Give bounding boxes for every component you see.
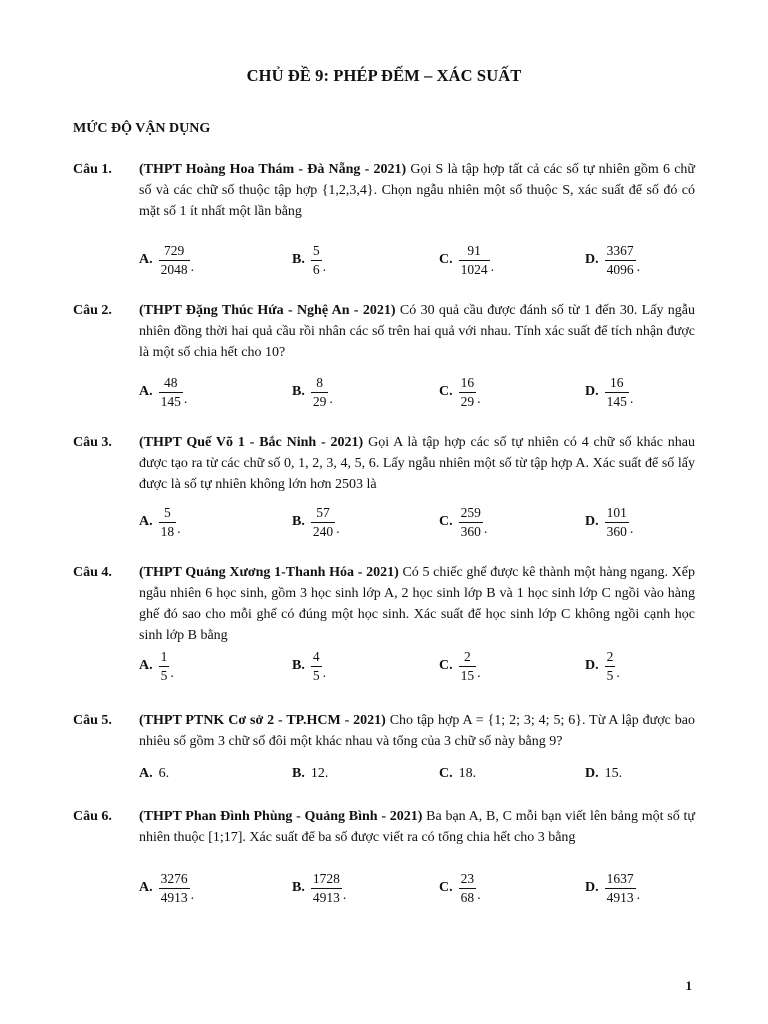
answer-options-2 (139, 370, 679, 414)
fraction-denominator: 1024 (460, 261, 488, 277)
option-c[interactable]: C. $\frac{16}{29}$ . (439, 374, 481, 409)
option-a[interactable]: A. $\frac{1}{5}$ . (139, 648, 174, 683)
fraction-denominator: 145 (606, 393, 627, 409)
question-number: Câu 5. (73, 713, 112, 728)
question-4 (73, 562, 695, 646)
option-b[interactable]: B. $\frac{57}{240}$ . (292, 504, 340, 539)
answer-options-6 (139, 866, 679, 910)
fraction-numerator: 3276 (160, 870, 188, 886)
option-a[interactable]: A. $\frac{5}{18}$ . (139, 504, 181, 539)
question-1 (73, 159, 695, 222)
option-label: C. (439, 658, 453, 673)
option-label: A. (139, 252, 153, 267)
fraction-numerator: 16 (610, 374, 624, 390)
option-a[interactable] (139, 762, 169, 786)
option-label: C. (439, 252, 453, 267)
fraction (159, 243, 190, 278)
fraction (159, 649, 170, 684)
fraction-numerator: 16 (460, 374, 475, 390)
fraction (311, 243, 322, 278)
fraction (159, 505, 177, 540)
fraction-denominator: 360 (460, 523, 481, 539)
option-d[interactable]: D. $\frac{2}{5}$ . (585, 648, 620, 683)
answer-options-5 (139, 762, 679, 786)
fraction (459, 375, 477, 410)
fraction-denominator: 145 (160, 393, 181, 409)
option-b[interactable]: B. $\frac{4}{5}$ . (292, 648, 327, 683)
question-source: (THPT Quảng Xương 1-Thanh Hóa - 2021) (139, 565, 399, 580)
question-number: Câu 1. (73, 162, 112, 177)
option-d[interactable] (585, 762, 622, 786)
option-c[interactable]: C. $\frac{91}{1024}$ . (439, 242, 495, 277)
option-label: D. (585, 658, 599, 673)
fraction-numerator: 101 (606, 504, 627, 520)
option-label: A. (139, 766, 153, 781)
option-value: 6. (158, 766, 170, 781)
fraction (159, 871, 190, 906)
question-text (139, 432, 695, 495)
fraction (311, 375, 329, 410)
option-d[interactable]: D. $\frac{101}{360}$ . (585, 504, 634, 539)
option-label: C. (439, 514, 453, 529)
option-label: A. (139, 658, 153, 673)
fraction (605, 649, 616, 684)
question-body: Có 30 quả cầu được đánh số từ 1 đến 30. Lấy ngẫu nhiên đồng thời hai quả cầu rồi nhân các số trên hai quả với nhau. Tính xác suất để tích nhận được là một số chia hết cho 10? (139, 303, 695, 360)
fraction-denominator: 5 (312, 667, 320, 683)
option-label: D. (585, 766, 599, 781)
fraction-numerator: 729 (164, 242, 185, 258)
option-c[interactable]: C. $\frac{23}{68}$ . (439, 870, 481, 905)
option-label: D. (585, 880, 599, 895)
option-label: C. (439, 766, 453, 781)
option-b[interactable]: B. $\frac{1728}{4913}$ . (292, 870, 347, 905)
fraction (459, 243, 490, 278)
fraction-denominator: 6 (312, 261, 320, 277)
fraction-denominator: 15 (460, 667, 475, 683)
fraction-numerator: 91 (467, 242, 481, 258)
fraction-denominator: 4096 (606, 261, 634, 277)
option-a[interactable]: A. $\frac{3276}{4913}$ . (139, 870, 195, 905)
fraction-numerator: 8 (316, 374, 323, 390)
fraction-denominator: 4913 (312, 889, 340, 905)
question-3 (73, 432, 695, 495)
fraction-denominator: 18 (160, 523, 175, 539)
option-c[interactable]: C. $\frac{259}{360}$ . (439, 504, 488, 539)
question-source: (THPT Đặng Thúc Hứa - Nghệ An - 2021) (139, 303, 396, 318)
fraction-numerator: 5 (164, 504, 171, 520)
question-number: Câu 4. (73, 565, 112, 580)
fraction-denominator: 4913 (160, 889, 188, 905)
option-label: B. (292, 384, 305, 399)
fraction-denominator: 5 (160, 667, 168, 683)
option-label: C. (439, 880, 453, 895)
fraction (159, 375, 183, 410)
option-value: 15. (604, 766, 623, 781)
option-label: D. (585, 514, 599, 529)
option-c[interactable] (439, 762, 476, 786)
question-6 (73, 806, 695, 848)
question-body: Gọi A là tập hợp các số tự nhiên có 4 chữ số khác nhau được tạo ra từ các chữ số 0, 1, 2, 3, 4, 5, 6. Lấy ngẫu nhiên một số từ tập hợp A. Xác suất để số lấy được là số tự nhiên không lớn hơn 2503 là (139, 435, 696, 492)
fraction-numerator: 2 (464, 648, 471, 664)
option-label: C. (439, 384, 453, 399)
question-source: (THPT Phan Đình Phùng - Quảng Bình - 2021) (139, 809, 423, 824)
fraction-numerator: 2 (606, 648, 614, 664)
option-a[interactable]: A. $\frac{729}{2048}$ . (139, 242, 195, 277)
page-title: CHỦ ĐỀ 9: PHÉP ĐẾM – XÁC SUẤT (246, 66, 522, 85)
fraction (311, 871, 342, 906)
fraction (605, 375, 629, 410)
question-number: Câu 3. (73, 435, 112, 450)
question-source: (THPT PTNK Cơ sở 2 - TP.HCM - 2021) (139, 713, 386, 728)
option-label: D. (585, 252, 599, 267)
fraction-denominator: 4913 (606, 889, 634, 905)
question-5 (73, 710, 695, 752)
option-b[interactable] (292, 762, 328, 786)
fraction-denominator: 29 (460, 393, 475, 409)
option-label: A. (139, 880, 153, 895)
question-number: Câu 2. (73, 303, 112, 318)
question-source: (THPT Hoàng Hoa Thám - Đà Nẵng - 2021) (139, 162, 407, 177)
question-text (139, 806, 695, 848)
option-b[interactable]: B. $\frac{8}{29}$ . (292, 374, 333, 409)
question-body: Gọi S là tập hợp tất cả các số tự nhiên gồm 6 chữ số và các chữ số thuộc tập hợp {1,2,3,4}. Chọn ngẫu nhiên một số thuộc S, xác suất để số đó có mặt số 1 ít nhất một lần bằng (139, 162, 696, 219)
fraction-numerator: 4 (312, 648, 320, 664)
option-b[interactable]: B. $\frac{5}{6}$ . (292, 242, 327, 277)
fraction-numerator: 3367 (606, 242, 634, 258)
question-body: Ba bạn A, B, C mỗi bạn viết lên bảng một số tự nhiên thuộc [1;17]. Xác suất để ba số được viết ra có tổng chia hết cho 3 bằng (139, 809, 695, 845)
option-label: B. (292, 658, 305, 673)
fraction-numerator: 48 (164, 374, 178, 390)
option-label: A. (139, 384, 153, 399)
option-label: B. (292, 766, 305, 781)
question-source: (THPT Quế Võ 1 - Bắc Ninh - 2021) (139, 435, 364, 450)
answer-options-1 (139, 238, 679, 282)
fraction (311, 649, 322, 684)
option-d[interactable]: D. $\frac{3367}{4096}$ . (585, 242, 641, 277)
option-label: A. (139, 514, 153, 529)
fraction-denominator: 2048 (160, 261, 188, 277)
question-2 (73, 300, 695, 363)
fraction-numerator: 5 (312, 242, 320, 258)
option-a[interactable]: A. $\frac{48}{145}$ . (139, 374, 188, 409)
fraction-denominator: 68 (460, 889, 475, 905)
fraction (459, 505, 483, 540)
fraction-denominator: 5 (606, 667, 614, 683)
option-label: B. (292, 252, 305, 267)
question-number: Câu 6. (73, 809, 112, 824)
option-label: D. (585, 384, 599, 399)
option-value: 18. (458, 766, 477, 781)
question-text (139, 710, 695, 752)
question-body: Có 5 chiếc ghế được kê thành một hàng ngang. Xếp ngẫu nhiên 6 học sinh, gồm 3 học sinh lớp A, 2 học sinh lớp B và 1 học sinh lớp C ngồi vào hàng ghế đó sao cho mỗi ghế có đúng một học sinh. Xác suất để học sinh lớp C không ngồi cạnh học sinh lớp B bằng (139, 565, 695, 643)
fraction-numerator: 1637 (606, 870, 634, 886)
question-text (139, 562, 695, 646)
option-d[interactable]: D. $\frac{1637}{4913}$ . (585, 870, 641, 905)
fraction-numerator: 259 (460, 504, 481, 520)
section-heading: MỨC ĐỘ VẬN DỤNG (73, 121, 211, 136)
fraction-denominator: 360 (606, 523, 627, 539)
fraction-numerator: 57 (316, 504, 330, 520)
question-text (139, 159, 695, 222)
fraction (311, 505, 335, 540)
answer-options-3 (139, 500, 679, 544)
option-d[interactable]: D. $\frac{16}{145}$ . (585, 374, 634, 409)
fraction-numerator: 1 (160, 648, 168, 664)
fraction-numerator: 1728 (312, 870, 340, 886)
fraction (459, 649, 477, 684)
fraction (459, 871, 477, 906)
page-number: 1 (685, 978, 692, 993)
fraction-numerator: 23 (460, 870, 475, 886)
option-c[interactable]: C. $\frac{2}{15}$ . (439, 648, 481, 683)
question-text (139, 300, 695, 363)
option-label: B. (292, 514, 305, 529)
option-value: 12. (310, 766, 329, 781)
fraction (605, 505, 629, 540)
fraction-denominator: 29 (312, 393, 327, 409)
option-label: B. (292, 880, 305, 895)
question-body: Cho tập hợp A = {1; 2; 3; 4; 5; 6}. Từ A lập được bao nhiêu số gồm 3 chữ số đôi một khác nhau và tổng của 3 chữ số này bằng 9? (139, 713, 695, 749)
fraction (605, 243, 636, 278)
fraction-denominator: 240 (312, 523, 334, 539)
fraction (605, 871, 636, 906)
answer-options-4 (139, 644, 679, 688)
